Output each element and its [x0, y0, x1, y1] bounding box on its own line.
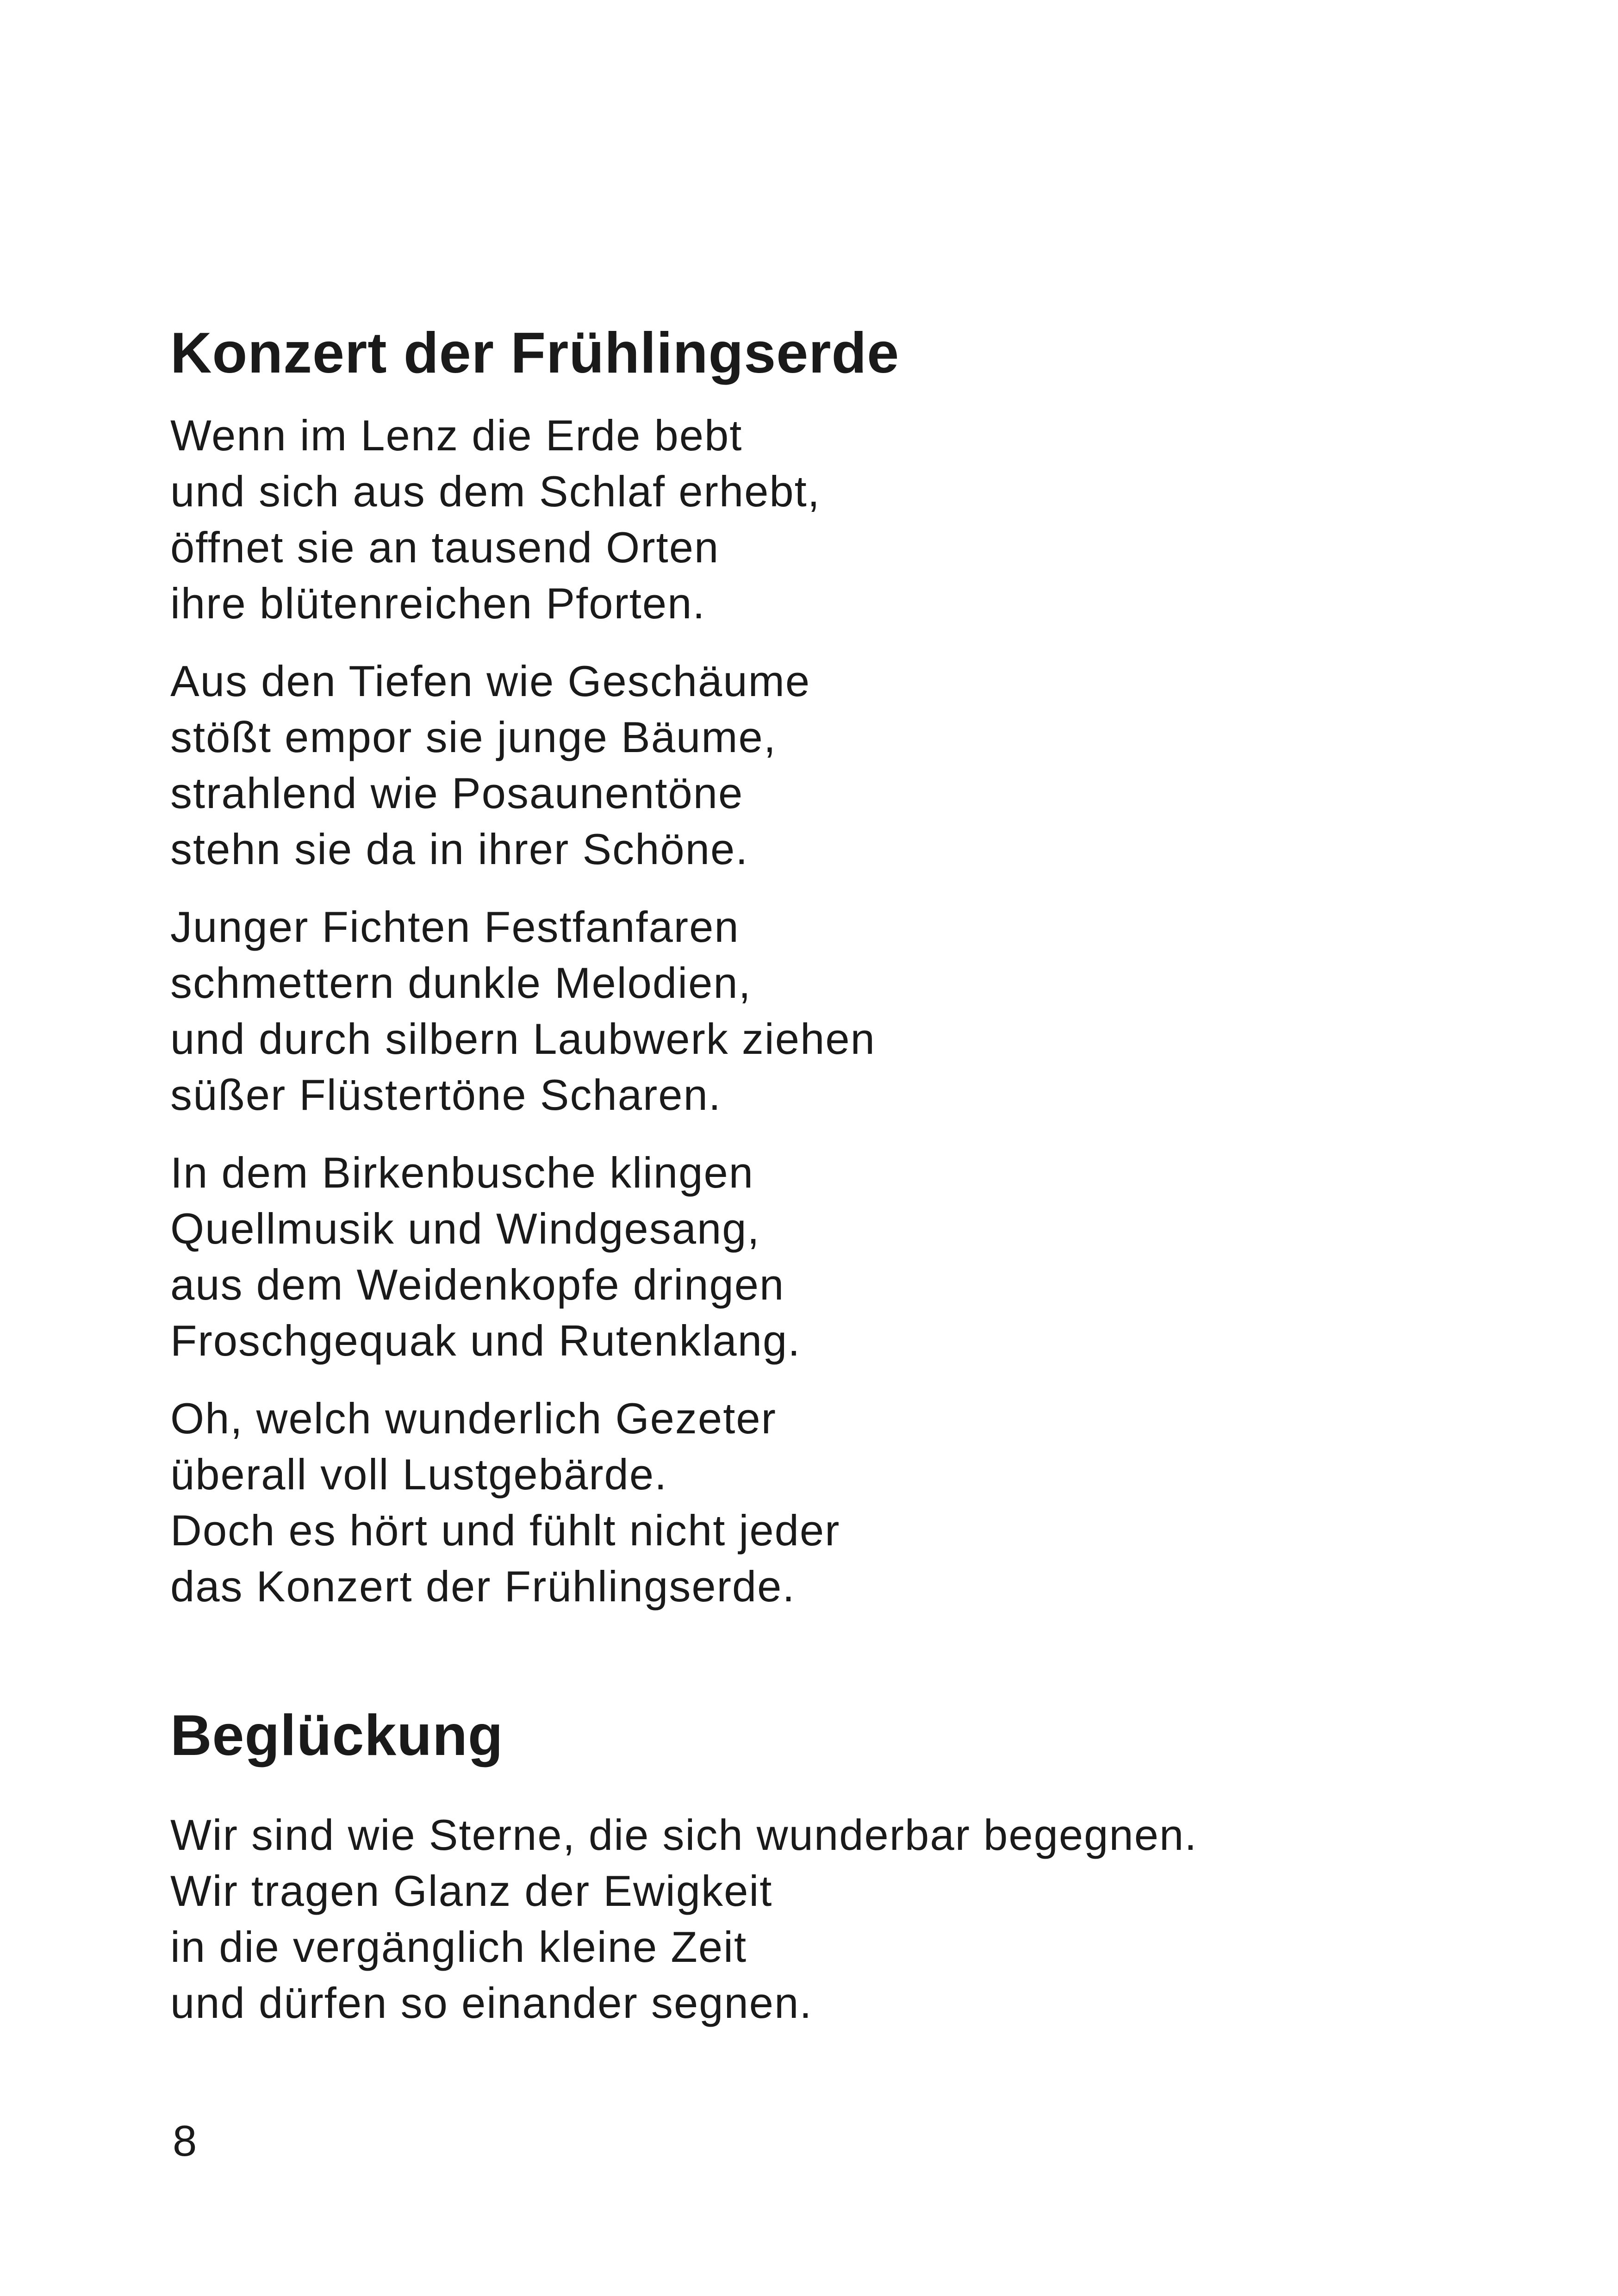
- verse-line: Doch es hört und fühlt nicht jeder: [170, 1506, 840, 1555]
- poem-konzert: [170, 318, 1466, 1636]
- stanza: [170, 899, 1466, 1123]
- stanza: [170, 653, 1466, 877]
- verse-line: süßer Flüstertöne Scharen.: [170, 1070, 722, 1119]
- verse-line: Oh, welch wunderlich Gezeter: [170, 1394, 777, 1443]
- verse-line: überall voll Lustgebärde.: [170, 1450, 668, 1499]
- verse-line: stößt empor sie junge Bäume,: [170, 713, 777, 761]
- verse-line: Junger Fichten Festfanfaren: [170, 902, 740, 951]
- verse-line: ihre blütenreichen Pforten.: [170, 579, 706, 628]
- poem-title: Beglückung: [170, 1704, 504, 1767]
- verse-line: schmettern dunkle Melodien,: [170, 958, 752, 1007]
- poem-title: Konzert der Frühlingserde: [170, 321, 900, 385]
- page-number: 8: [173, 2116, 197, 2165]
- verse-line: Wir sind wie Sterne, die sich wunderbar begegnen.: [170, 1811, 1198, 1859]
- stanza: [170, 1390, 1466, 1614]
- verse-line: In dem Birkenbusche klingen: [170, 1148, 754, 1197]
- verse-line: und dürfen so einander segnen.: [170, 1979, 813, 2027]
- stanza: [170, 407, 1466, 631]
- stanza: [170, 1145, 1466, 1369]
- verse-line: und durch silbern Laubwerk ziehen: [170, 1014, 876, 1063]
- verse-line: aus dem Weidenkopfe dringen: [170, 1260, 785, 1309]
- verse-line: das Konzert der Frühlingserde.: [170, 1562, 796, 1611]
- verse-line: Quellmusik und Windgesang,: [170, 1204, 760, 1253]
- verse-line: Wir tragen Glanz der Ewigkeit: [170, 1867, 773, 1915]
- stanza: [170, 1807, 1466, 2031]
- poem-beglueckung: [170, 1701, 1466, 2031]
- verse-line: Wenn im Lenz die Erde bebt: [170, 411, 743, 460]
- verse-line: stehn sie da in ihrer Schöne.: [170, 825, 749, 873]
- verse-line: Froschgequak und Rutenklang.: [170, 1316, 801, 1365]
- verse-line: Aus den Tiefen wie Geschäume: [170, 657, 811, 705]
- verse-line: in die vergänglich kleine Zeit: [170, 1923, 747, 1971]
- verse-line: strahlend wie Posaunentöne: [170, 769, 744, 817]
- verse-line: öffnet sie an tausend Orten: [170, 523, 720, 572]
- verse-line: und sich aus dem Schlaf erhebt,: [170, 467, 821, 516]
